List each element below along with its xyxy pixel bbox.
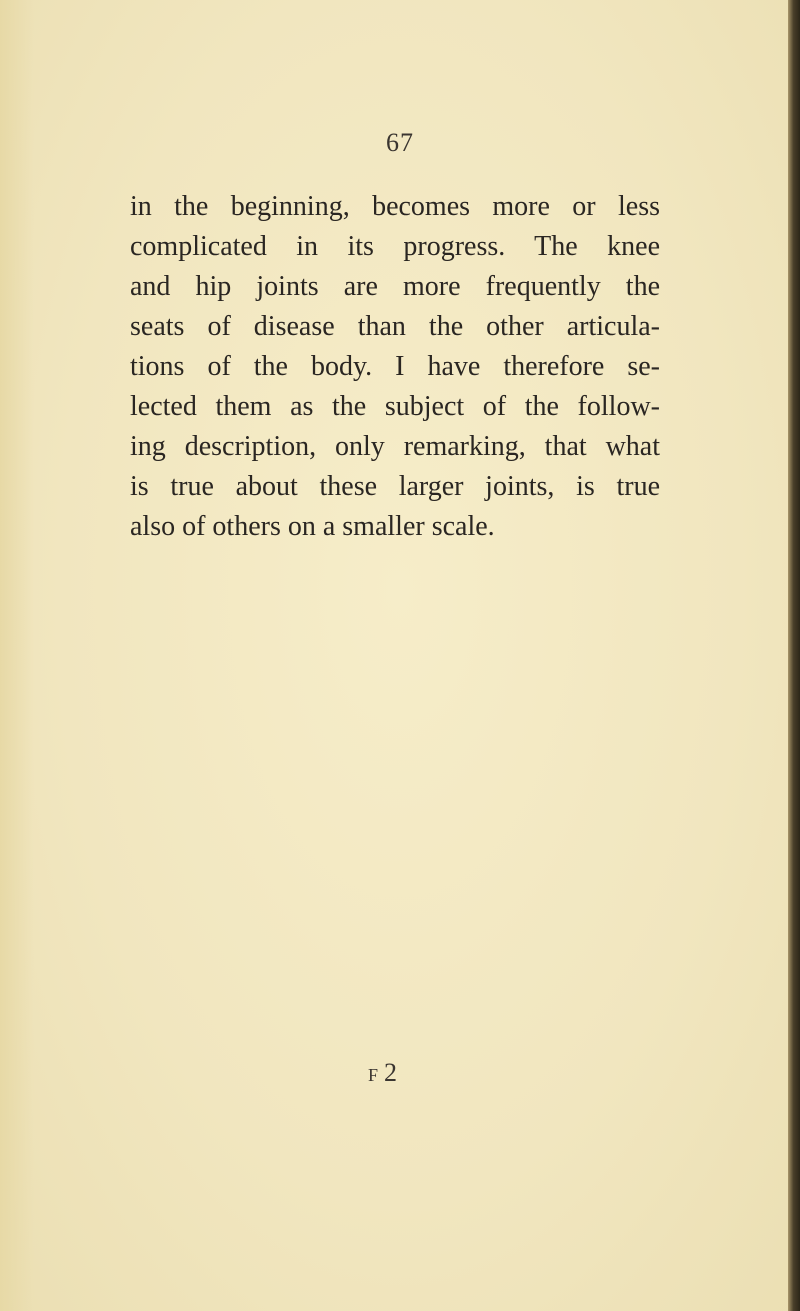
page-number: 67 bbox=[386, 128, 414, 157]
text-line: in the beginning, becomes more or less bbox=[130, 191, 660, 222]
text-line: is true about these larger joints, is true bbox=[130, 471, 660, 502]
body-paragraph bbox=[130, 187, 660, 547]
text-line: ing description, only remarking, that what bbox=[130, 431, 660, 462]
signature-number: 2 bbox=[384, 1058, 402, 1087]
page-edge bbox=[788, 0, 800, 1311]
text-line: also of others on a smaller scale. bbox=[130, 511, 495, 542]
signature-mark bbox=[368, 1058, 401, 1088]
text-line: seats of disease than the other articula- bbox=[130, 311, 660, 342]
text-line: tions of the body. I have therefore se- bbox=[130, 351, 660, 382]
page-gutter-shadow bbox=[0, 0, 34, 1311]
signature-letter: F bbox=[368, 1065, 385, 1085]
text-line: lected them as the subject of the follow- bbox=[130, 391, 660, 422]
text-line: complicated in its progress. The knee bbox=[130, 231, 660, 262]
text-line: and hip joints are more frequently the bbox=[130, 271, 660, 302]
